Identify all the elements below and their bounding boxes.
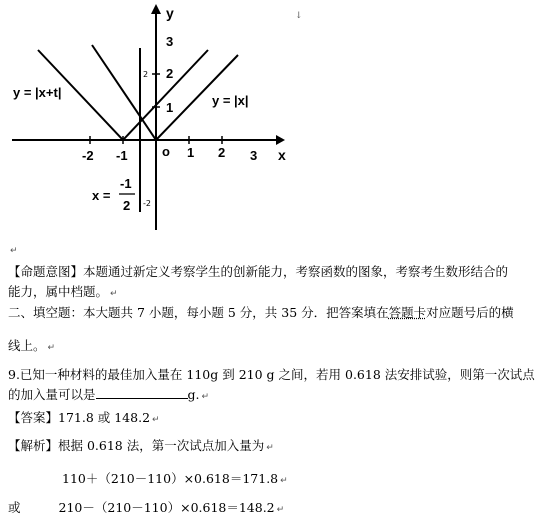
x-tick-neg2: -2 — [82, 148, 94, 163]
function-graph — [0, 0, 553, 235]
text-line-5: 9.已知一种材料的最佳加入量在 110g 到 210 g 之间，若用 0.618 法安排试验，则第一次试点 — [8, 367, 535, 382]
formula-line-2: 或 210－（210－110）×0.618＝148.2 ↵ — [8, 500, 285, 515]
paragraph-mark: ↵ — [10, 246, 18, 256]
label-abs-x: y = |x| — [212, 93, 249, 108]
x-tick-2: 2 — [218, 145, 226, 160]
y-tick-small-neg2: -2 — [143, 199, 151, 208]
x-axis-label: x — [278, 147, 286, 163]
label-x-eq: x = — [92, 188, 111, 203]
text-line-4: 线上。 ↵ — [8, 338, 56, 353]
x-tick-1: 1 — [187, 145, 195, 160]
y-tick-small-2: 2 — [143, 70, 149, 79]
y-tick-1: 1 — [166, 100, 174, 115]
y-tick-2: 2 — [166, 66, 174, 81]
text-line-3: 二、填空题：本大题共 7 小题，每小题 5 分，共 35 分．把答案填在答题卡对应题号后的横 — [8, 305, 514, 320]
text-line-2: 能力，属中档题。 ↵ — [8, 284, 118, 299]
label-abs-x-plus-t: y = |x+t| — [13, 85, 62, 100]
text-line-6: 的加入量可以是 g. ↵ — [8, 387, 210, 402]
y-tick-3: 3 — [166, 34, 174, 49]
frac-denominator: 2 — [123, 198, 131, 213]
y-axis-label: y — [166, 5, 174, 21]
frac-numerator: -1 — [120, 176, 132, 191]
y-axis-arrow — [151, 4, 161, 14]
answer-line: 【答案】171.8 或 148.2 ↵ — [8, 410, 160, 425]
x-tick-neg1: -1 — [116, 148, 128, 163]
x-tick-3: 3 — [250, 148, 258, 163]
x-axis-arrow — [276, 135, 285, 145]
formula-line-1: 110＋（210－110）×0.618＝171.8 ↵ — [62, 471, 288, 486]
answer-blank — [96, 386, 188, 399]
curve-abs-x-plus-t — [38, 50, 208, 140]
text-line-1: 【命题意图】本题通过新定义考察学生的创新能力，考察函数的图象，考察考生数形结合的 — [8, 264, 509, 279]
cursor-mark: ↓ — [295, 11, 303, 21]
analysis-line: 【解析】根据 0.618 法，第一次试点加入量为 ↵ — [8, 438, 274, 453]
x-tick-origin: o — [162, 144, 170, 159]
